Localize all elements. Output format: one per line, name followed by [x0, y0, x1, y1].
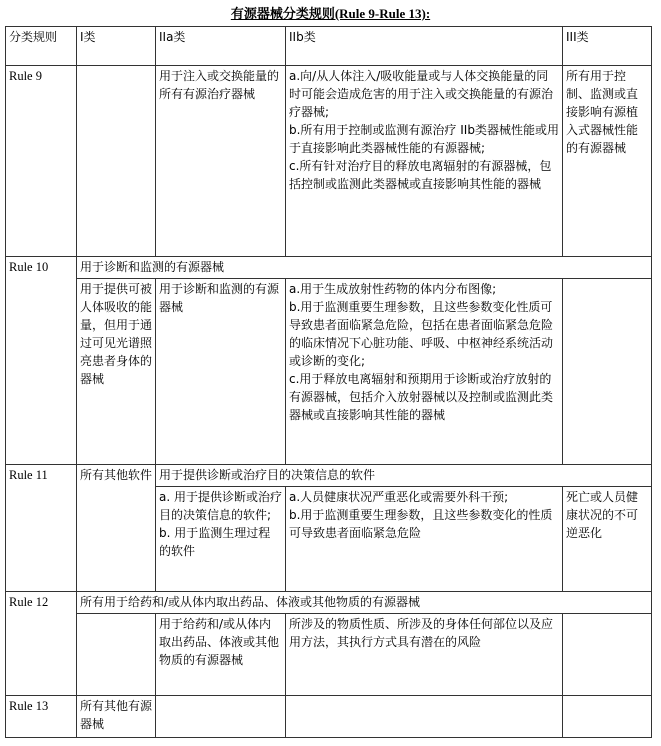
header-row: [6, 27, 652, 66]
rule9-row: [6, 66, 652, 257]
page-title: 有源器械分类规则(Rule 9-Rule 13):: [230, 6, 431, 21]
rule9-iib-b: b.所有用于控制或监测有源治疗 IIb类器械性能或用于直接影响此类器械性能的有源器械;: [289, 123, 559, 155]
rule13-class-i: 所有其他有源器械: [77, 696, 156, 738]
rule10-iib-c: c.用于释放电离辐射和预期用于诊断或治疗放射的有源器械，包括介入放射器械以及控制或监测此类器械或直接影响其性能的器械: [289, 372, 554, 422]
rule9-label: Rule 9: [6, 66, 77, 257]
rule13-label: Rule 13: [6, 696, 77, 738]
rule9-class-i: [77, 66, 156, 257]
rule10-class-iii: [563, 279, 652, 465]
rule11-iia-b: b. 用于监测生理过程的软件: [159, 526, 271, 558]
rule11-iib-a: a.人员健康状况严重恶化或需要外科干预;: [289, 490, 509, 504]
rule9-class-iib: [286, 66, 563, 257]
rule12-label: Rule 12: [6, 592, 77, 696]
rule12-row: [6, 614, 652, 696]
rule10-label: Rule 10: [6, 257, 77, 465]
classification-table: [5, 26, 652, 738]
rule13-class-iia: [156, 696, 286, 738]
rule12-class-iii: [563, 614, 652, 696]
rule12-span-text: 所有用于给药和/或从体内取出药品、体液或其他物质的有源器械: [77, 592, 652, 614]
rule10-row: [6, 279, 652, 465]
header-class-iii: III类: [563, 27, 652, 66]
rule9-class-iii: 所有用于控制、监测或直接影响有源植入式器械性能的有源器械: [563, 66, 652, 257]
rule12-class-iia: 用于给药和/或从体内取出药品、体液或其他物质的有源器械: [156, 614, 286, 696]
header-class-iia: IIa类: [156, 27, 286, 66]
rule13-class-iib: [286, 696, 563, 738]
rule11-iia-a: a. 用于提供诊断或治疗目的决策信息的软件;: [159, 490, 282, 522]
rule10-span-text: 用于诊断和监测的有源器械: [77, 257, 652, 279]
rule10-class-iia: 用于诊断和监测的有源器械: [156, 279, 286, 465]
rule12-class-iib: 所涉及的物质性质、所涉及的身体任何部位以及应用方法，其执行方式具有潜在的风险: [286, 614, 563, 696]
rule10-span-row: [6, 257, 652, 279]
rule12-class-i: [77, 614, 156, 696]
rule10-class-iib: [286, 279, 563, 465]
rule10-class-i: 用于提供可被人体吸收的能量，但用于通过可见光谱照亮患者身体的器械: [77, 279, 156, 465]
rule13-row: [6, 696, 652, 738]
rule10-iib-b: b.用于监测重要生理参数，且这些参数变化性质可导致患者面临紧急危险，包括在患者面临紧急危险的临床情况下心脏功能、呼吸、中枢神经系统活动或诊断的变化;: [289, 300, 554, 368]
rule11-span-text: 用于提供诊断或治疗目的决策信息的软件: [156, 465, 652, 487]
rule9-iib-c: c.所有针对治疗目的释放电离辐射的有源器械，包括控制或监测此类器械或直接影响其性能的器械: [289, 159, 552, 191]
rule13-class-iii: [563, 696, 652, 738]
rule9-iib-a: a.向/从人体注入/吸收能量或与人体交换能量的同时可能会造成危害的用于注入或交换能量的有源治疗器械;: [289, 69, 554, 119]
rule11-iib-b: b.用于监测重要生理参数，且这些参数变化的性质可导致患者面临紧急危险: [289, 508, 553, 540]
header-class-iib: IIb类: [286, 27, 563, 66]
rule11-class-iii: 死亡或人员健康状况的不可逆恶化: [563, 487, 652, 592]
rule11-class-iia: [156, 487, 286, 592]
rule11-class-iib: [286, 487, 563, 592]
header-rule: 分类规则: [6, 27, 77, 66]
rule12-span-row: [6, 592, 652, 614]
rule11-class-i: 所有其他软件: [77, 465, 156, 592]
rule9-class-iia: 用于注入或交换能量的所有有源治疗器械: [156, 66, 286, 257]
rule11-span-row: [6, 465, 652, 487]
rule11-label: Rule 11: [6, 465, 77, 592]
header-class-i: I类: [77, 27, 156, 66]
rule10-iib-a: a.用于生成放射性药物的体内分布图像;: [289, 282, 497, 296]
